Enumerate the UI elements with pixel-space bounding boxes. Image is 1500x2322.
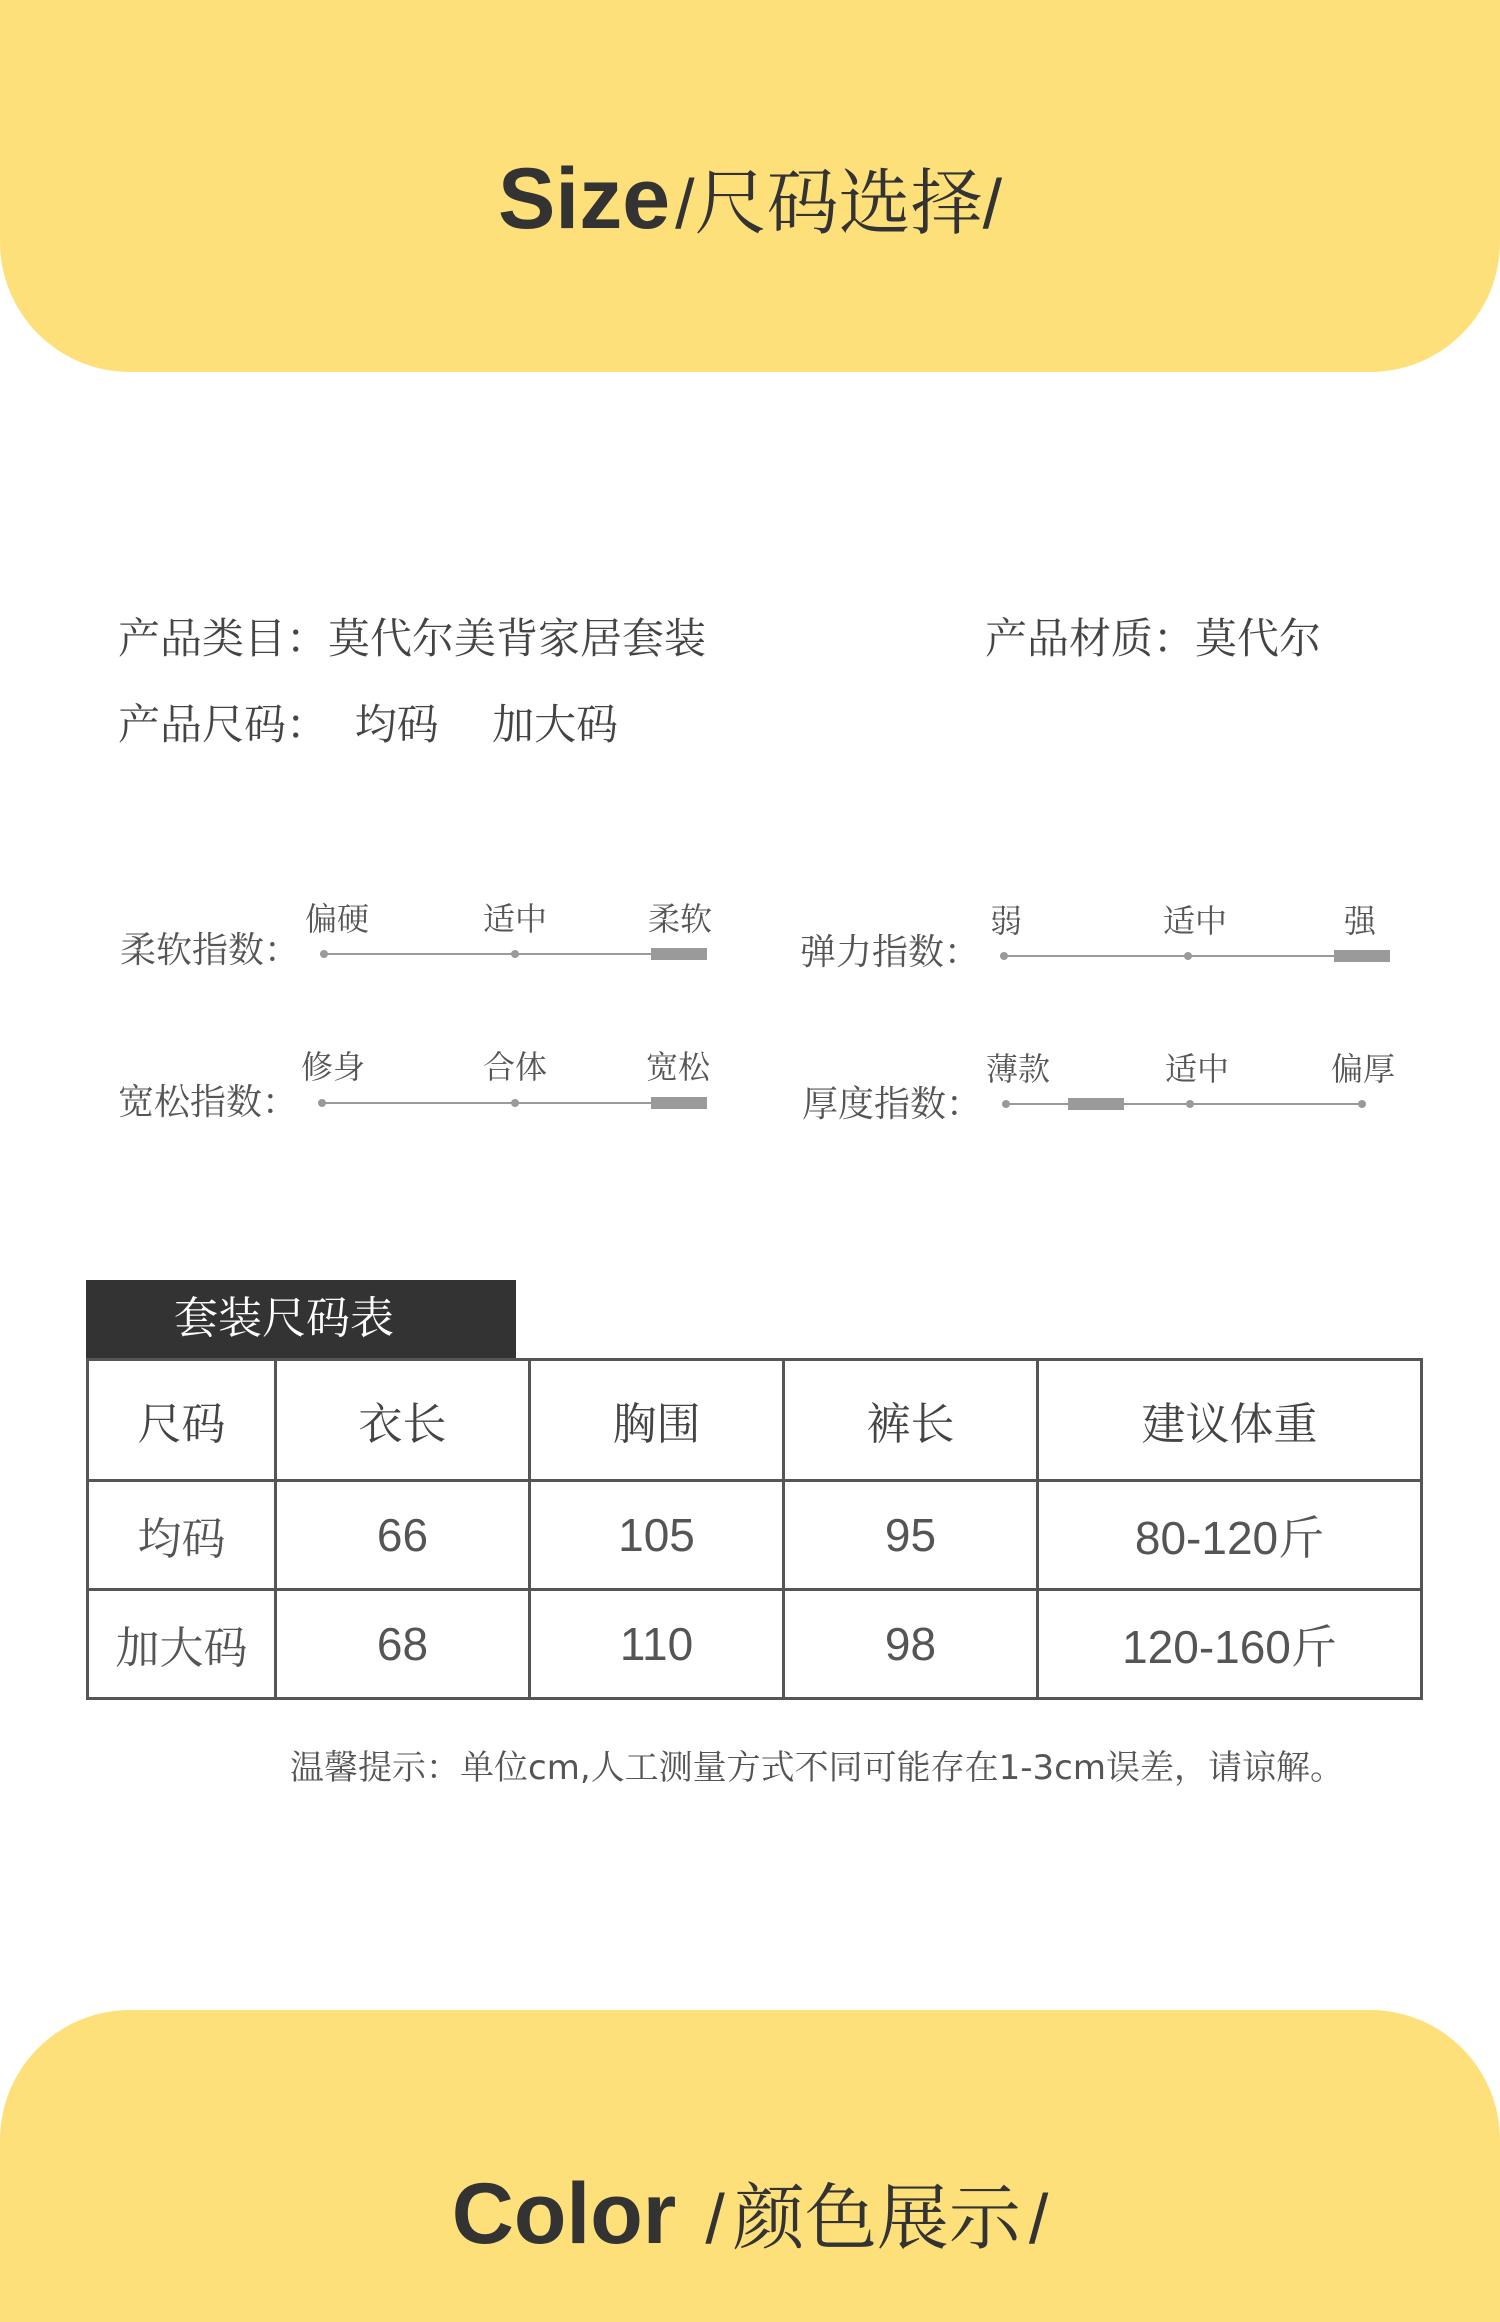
title-en: Color (451, 2166, 677, 2262)
scale-option: 柔软 (647, 900, 713, 938)
scale-level-marker (651, 948, 707, 960)
title-slash-left: / (675, 165, 695, 243)
scale-label: 弹力指数： (800, 932, 981, 973)
scale-option: 偏硬 (304, 900, 370, 938)
table-cell: 120-160斤 (1038, 1590, 1422, 1699)
scale-option: 弱 (989, 902, 1023, 940)
column-header: 裤长 (784, 1360, 1038, 1481)
scale-dot (511, 1099, 519, 1107)
table-cell: 98 (784, 1590, 1038, 1699)
table-cell: 80-120斤 (1038, 1481, 1422, 1590)
title-cn: 颜色展示 (732, 2176, 1021, 2260)
scale-level-marker (1334, 950, 1390, 962)
color-banner (0, 2010, 1500, 2322)
title-en: Size (497, 151, 671, 247)
scale-option: 强 (1343, 902, 1377, 940)
size-table (86, 1358, 1423, 1700)
scale-option: 适中 (482, 900, 548, 938)
scale-level-marker (1068, 1098, 1124, 1110)
scale-dot (320, 950, 328, 958)
scale-option: 偏厚 (1330, 1050, 1396, 1088)
scale-option: 宽松 (645, 1048, 711, 1086)
scale-label: 宽松指数： (118, 1082, 299, 1123)
scale-dot (511, 950, 519, 958)
scale-label: 厚度指数： (802, 1084, 983, 1125)
column-header: 衣长 (276, 1360, 530, 1481)
scale-option: 适中 (1162, 902, 1228, 940)
title-slash-right: / (982, 165, 1003, 243)
scale-option: 修身 (300, 1048, 366, 1086)
title-slash-left: / (705, 2180, 725, 2258)
table-row (88, 1481, 1422, 1590)
scale-dot (1184, 952, 1192, 960)
table-cell: 加大码 (88, 1590, 276, 1699)
table-row (88, 1590, 1422, 1699)
scale-option: 薄款 (985, 1050, 1051, 1088)
table-cell: 68 (276, 1590, 530, 1699)
column-header: 建议体重 (1038, 1360, 1422, 1481)
scale-dot (1002, 1100, 1010, 1108)
title-cn: 尺码选择 (694, 161, 983, 245)
scale-dot (318, 1099, 326, 1107)
size-banner (0, 0, 1500, 372)
table-cell: 105 (530, 1481, 784, 1590)
product-sizes: 产品尺码： 均码 加大码 (118, 700, 619, 749)
column-header: 尺码 (88, 1360, 276, 1481)
scale-dot (1186, 1100, 1194, 1108)
table-cell: 110 (530, 1590, 784, 1699)
table-cell: 66 (276, 1481, 530, 1590)
scale-dot (1358, 1100, 1366, 1108)
product-material: 产品材质：莫代尔 (985, 614, 1322, 663)
size-table-title: 套装尺码表 (86, 1280, 516, 1358)
scale-dot (1000, 952, 1008, 960)
scale-label: 柔软指数： (120, 930, 301, 971)
title-slash-right: / (1028, 2180, 1049, 2258)
scale-option: 合体 (482, 1048, 548, 1086)
scale-level-marker (651, 1097, 707, 1109)
scale-option: 适中 (1164, 1050, 1230, 1088)
table-header-row (88, 1360, 1422, 1481)
scale-track (1004, 955, 1389, 957)
color-section-title (0, 2160, 1500, 2264)
size-section-title (0, 145, 1500, 249)
product-category: 产品类目：莫代尔美背家居套装 (118, 614, 707, 663)
table-cell: 95 (784, 1481, 1038, 1590)
table-cell: 均码 (88, 1481, 276, 1590)
column-header: 胸围 (530, 1360, 784, 1481)
scale-track (1006, 1103, 1362, 1105)
measurement-tip: 温馨提示：单位cm,人工测量方式不同可能存在1-3cm误差，请谅解。 (290, 1748, 1344, 1788)
